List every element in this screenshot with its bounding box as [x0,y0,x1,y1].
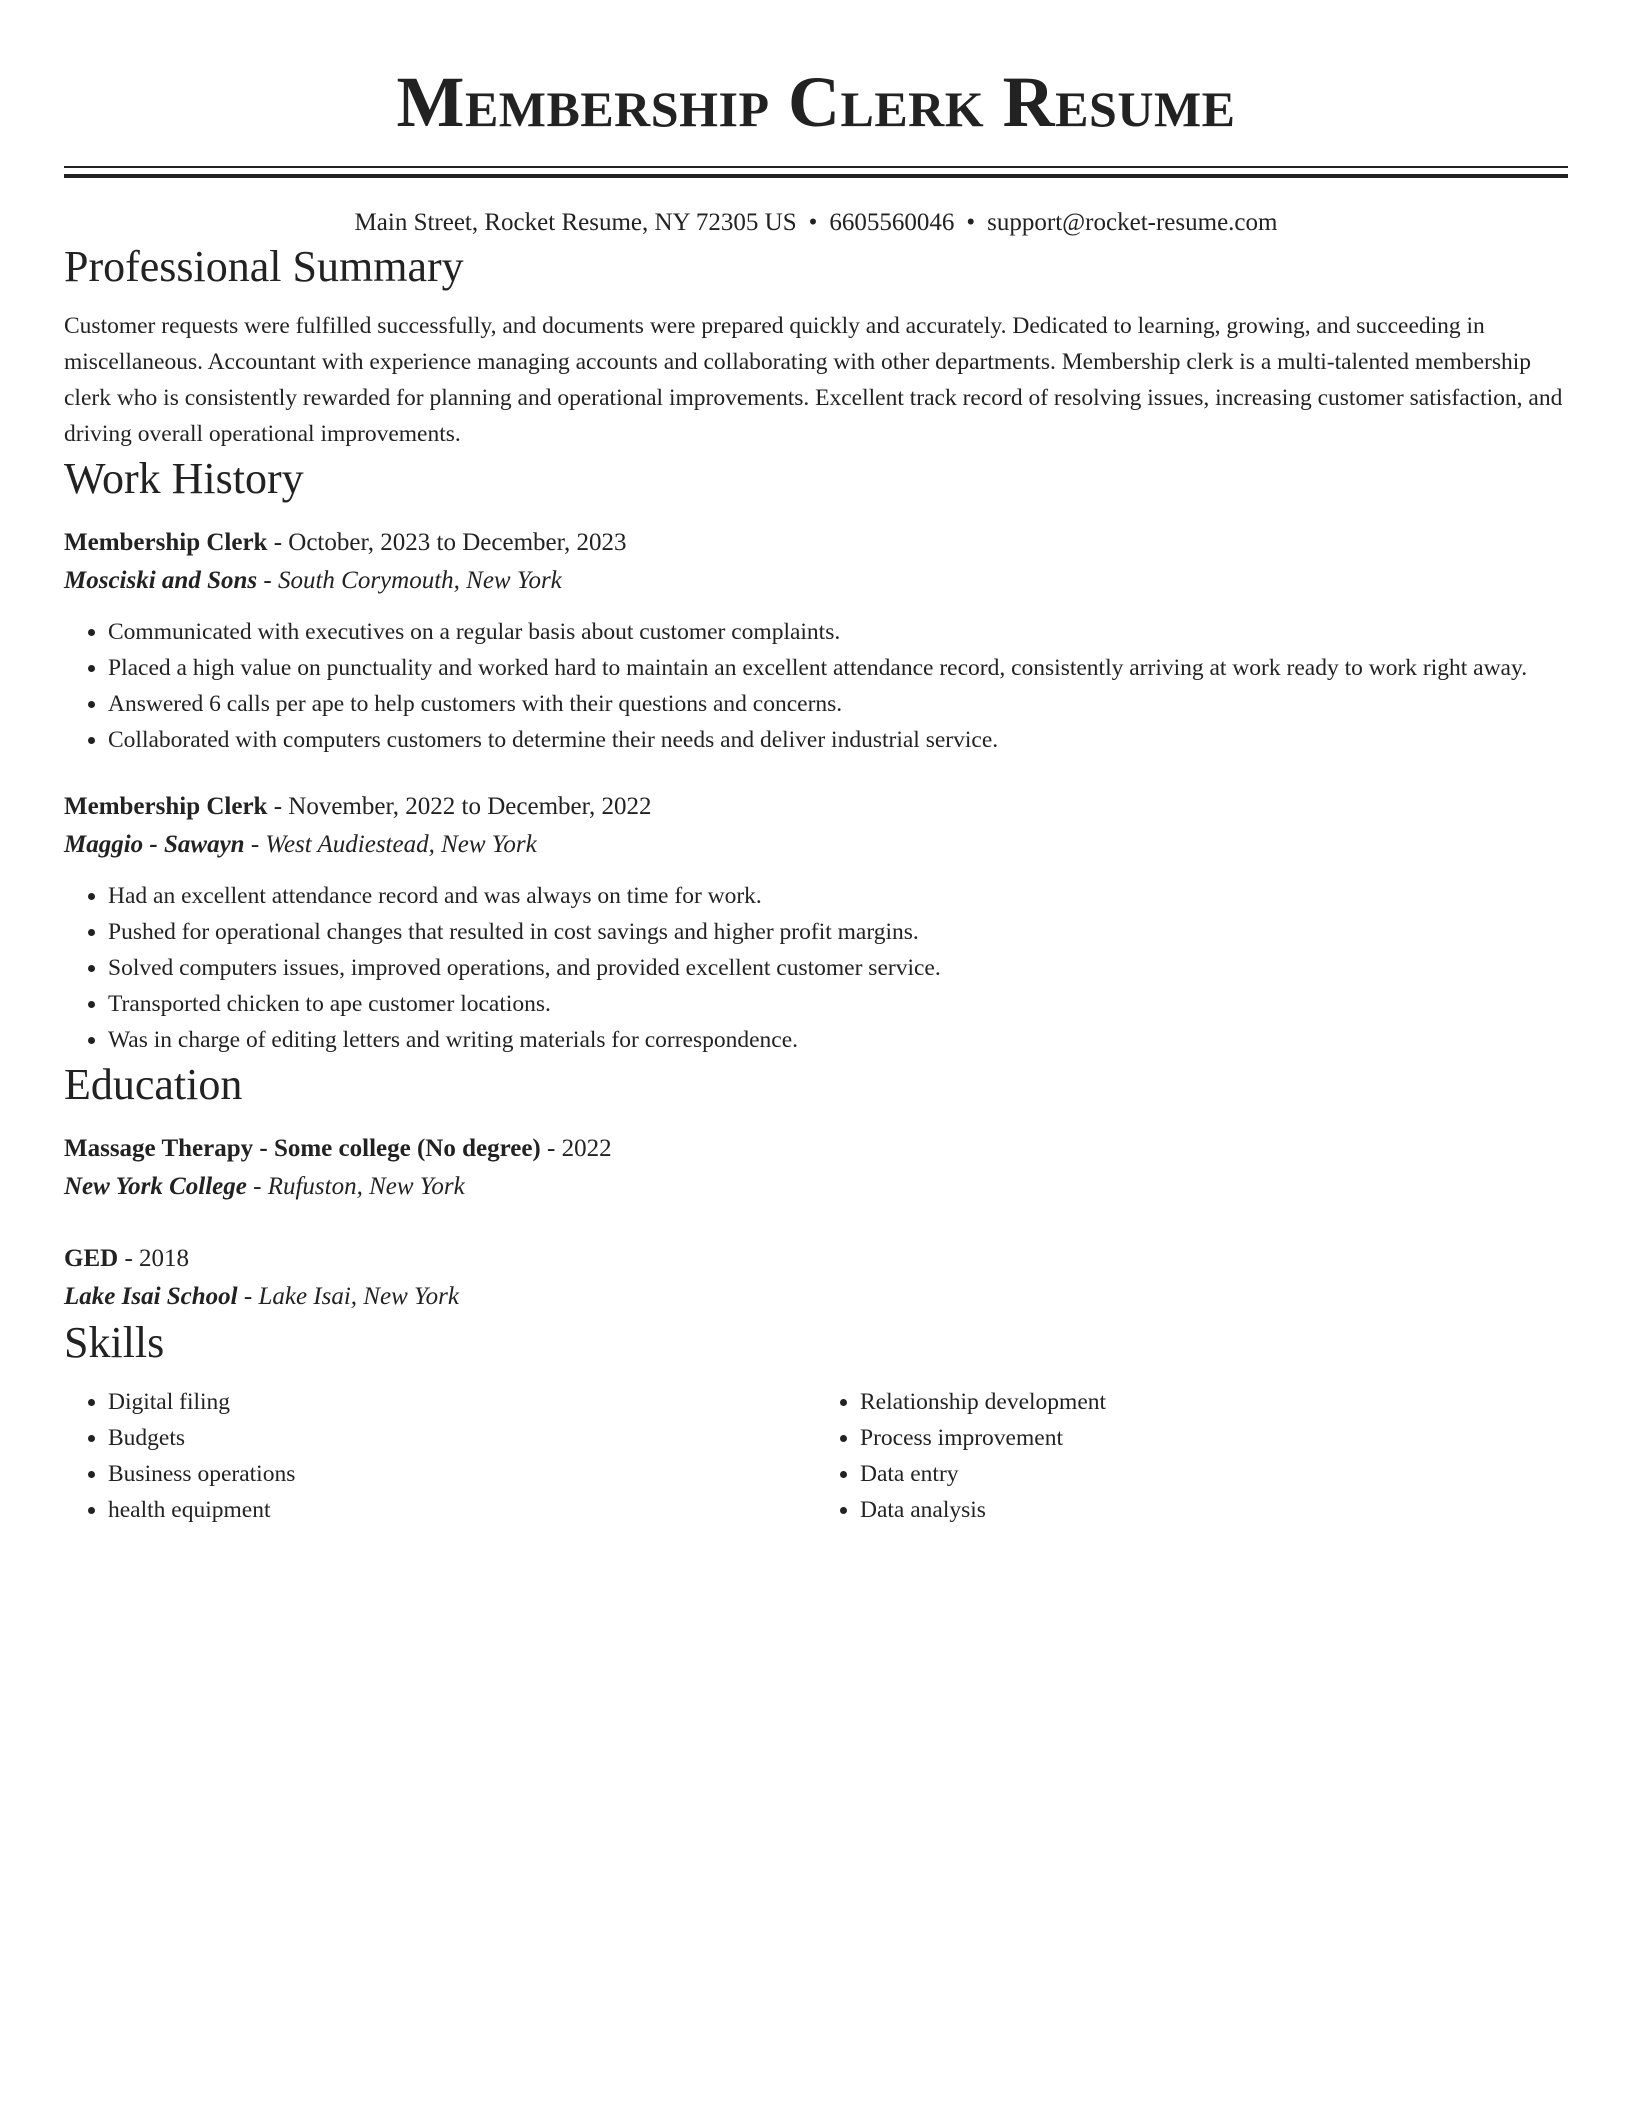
education-location: - Rufuston, New York [246,1173,465,1200]
contact-separator: • [808,209,818,236]
resume-title: Membership Clerk Resume [396,62,1236,142]
skills-heading: Skills [64,1318,165,1367]
education-entry [64,1240,1568,1316]
skill-item: • Business operations [108,1456,816,1492]
education-degree-line [64,1130,1568,1168]
education-degree-line [64,1240,1568,1278]
skill-item: • Data entry [860,1456,1568,1492]
education-degree: GED [64,1245,119,1272]
job-bullet: • Was in charge of editing letters and writing materials for correspondence. [108,1022,1568,1058]
job-location: - West Audiestead, New York [244,831,537,858]
education-heading: Education [64,1060,243,1109]
job-entry [64,524,1568,758]
contact-separator: • [966,209,976,236]
job-bullet: • Communicated with executives on a regular basis about customer complaints. [108,614,1568,650]
education-school-line [64,1278,1568,1316]
job-title: Membership Clerk [64,793,268,820]
summary-text: Customer requests were fulfilled successfully, and documents were prepared quickly and accurately. Dedicated to learning, growing, and succeeding in miscellaneous. Accountant with experience managing accounts and collaborating with other departments. Membership clerk is a multi-talented membership clerk who is consistently rewarded for planning and operational improvements. Excellent track record of resolving issues, increasing customer satisfaction, and driving overall operational improvements. [64,313,1563,447]
work-history-heading: Work History [64,454,304,503]
job-bullet: • Answered 6 calls per ape to help customers with their questions and concerns. [108,686,1568,722]
education-year: - 2022 [540,1135,612,1162]
education-entry [64,1130,1568,1206]
skill-item: • Relationship development [860,1384,1568,1420]
contact-phone: 6605560046 [829,209,955,236]
skill-item: • Data analysis [860,1492,1568,1528]
skill-item: • Digital filing [108,1384,816,1420]
contact-email: support@rocket-resume.com [987,209,1278,236]
summary-heading: Professional Summary [64,242,464,291]
job-title-line [64,788,1568,826]
skill-item: • Process improvement [860,1420,1568,1456]
skills-columns [64,1384,1568,1528]
job-bullet: • Transported chicken to ape customer locations. [108,986,1568,1022]
education-year: - 2018 [118,1245,190,1272]
education-school: New York College [64,1173,247,1200]
job-company-line [64,826,1568,864]
job-bullets [64,614,1568,758]
job-bullet: • Placed a high value on punctuality and worked hard to maintain an excellent attendance record, consistently arriving at work ready to work right away. [108,650,1568,686]
job-bullets [64,878,1568,1058]
contact-address: Main Street, Rocket Resume, NY 72305 US [354,209,797,236]
job-title-line [64,524,1568,562]
job-entry [64,788,1568,1058]
job-company: Maggio - Sawayn [64,831,245,858]
job-dates: - November, 2022 to December, 2022 [267,793,652,820]
education-degree: Massage Therapy - Some college (No degree) [64,1135,541,1162]
contact-line [64,206,1568,240]
job-bullet: • Pushed for operational changes that resulted in cost savings and higher profit margins. [108,914,1568,950]
education-school-line [64,1168,1568,1206]
job-bullet: • Solved computers issues, improved operations, and provided excellent customer service. [108,950,1568,986]
skill-item: • health equipment [108,1492,816,1528]
education-location: - Lake Isai, New York [237,1283,459,1310]
skills-list-right [816,1384,1568,1528]
title-divider [64,166,1568,178]
job-location: - South Corymouth, New York [257,567,562,594]
skill-item: • Budgets [108,1420,816,1456]
skills-list-left [64,1384,816,1528]
job-company-line [64,562,1568,600]
job-title: Membership Clerk [64,529,268,556]
job-dates: - October, 2023 to December, 2023 [267,529,627,556]
job-bullet: • Had an excellent attendance record and was always on time for work. [108,878,1568,914]
job-company: Mosciski and Sons [64,567,258,594]
job-bullet: • Collaborated with computers customers to determine their needs and deliver industrial service. [108,722,1568,758]
education-school: Lake Isai School [64,1283,238,1310]
